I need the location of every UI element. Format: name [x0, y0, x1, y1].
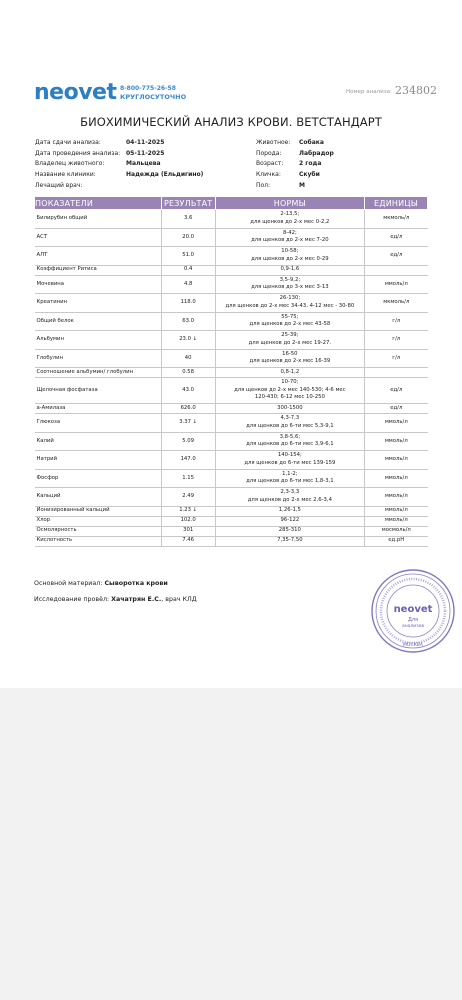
info-row	[35, 180, 203, 191]
cell-unit: ммоль/л	[365, 506, 428, 516]
stamp-text-1: Для	[407, 617, 419, 623]
cell-name: Ионизированный кальций	[35, 506, 162, 516]
cell-name: Альбумин	[35, 331, 162, 350]
info-label: Пол:	[256, 181, 271, 189]
cell-norm: 2,3-3,3 для щенков до 2-х мес 2,6-3,4	[215, 488, 364, 507]
cell-result: 4.8	[161, 275, 215, 294]
cell-unit: ммоль/л	[365, 275, 428, 294]
cell-result: 20.0	[161, 228, 215, 247]
cell-unit: ммоль/л	[365, 488, 428, 507]
info-label: Животное:	[256, 138, 291, 146]
table-row	[35, 312, 428, 331]
table-row	[35, 368, 428, 378]
table-row	[35, 331, 428, 350]
performed-role: , врач КЛД	[161, 596, 197, 603]
cell-unit: мосмоль/л	[365, 526, 428, 536]
cell-name: Осмолярность	[35, 526, 162, 536]
cell-unit: ммоль/л	[365, 414, 428, 433]
cell-unit: г/л	[365, 331, 428, 350]
cell-result: 1.23 ↓	[161, 506, 215, 516]
info-label: Лечащий врач:	[35, 181, 83, 189]
cell-norm: 10-70; для щенков до 2-х мес 140-530; 4-6 мес 120-430; 6-12 мес 10-250	[215, 378, 364, 404]
info-label: Дата сдачи анализа:	[35, 138, 101, 146]
cell-norm: 1,26-1,5	[215, 506, 364, 516]
cell-unit: мкмоль/л	[365, 294, 428, 313]
header-indicators: ПОКАЗАТЕЛИ	[35, 197, 162, 210]
info-label: Название клиники:	[35, 170, 96, 178]
cell-name: Кислотность	[35, 536, 162, 546]
info-row	[256, 148, 334, 159]
cell-unit: ммоль/л	[365, 469, 428, 488]
table-row	[35, 349, 428, 368]
main-material	[34, 580, 168, 587]
cell-result: 3.37 ↓	[161, 414, 215, 433]
cell-name: Натрий	[35, 451, 162, 470]
cell-name: Мочевина	[35, 275, 162, 294]
table-row	[35, 404, 428, 414]
table-row	[35, 378, 428, 404]
cell-result: 301	[161, 526, 215, 536]
cell-name: Калий	[35, 432, 162, 451]
cell-result: 1.15	[161, 469, 215, 488]
cell-name: АСТ	[35, 228, 162, 247]
cell-norm: 10-58; для щенков до 2-х мес 0-29	[215, 247, 364, 266]
cell-norm: 285-310	[215, 526, 364, 536]
table-row	[35, 516, 428, 526]
info-label: Дата проведения анализа:	[35, 149, 121, 157]
performed-name: Хачатрян Е.С.	[111, 596, 162, 603]
cell-unit: г/л	[365, 312, 428, 331]
cell-norm: 25-39; для щенков до 2-х мес 19-27.	[215, 331, 364, 350]
info-left-block	[35, 137, 203, 190]
cell-result: 7.46	[161, 536, 215, 546]
cell-name: Креатинин	[35, 294, 162, 313]
analysis-number: 234802	[395, 84, 437, 97]
cell-unit	[365, 265, 428, 275]
cell-norm: 7,35-7,50	[215, 536, 364, 546]
cell-unit	[365, 368, 428, 378]
table-row	[35, 469, 428, 488]
cell-norm: 140-154; для щенков до 6-ти мес 139-159	[215, 451, 364, 470]
cell-norm: 3,5-9,2; для щенков до 3-х мес 3-13	[215, 275, 364, 294]
material-label: Основной материал:	[34, 580, 103, 587]
cell-result: 51.0	[161, 247, 215, 266]
stamp-city: МОСКВА	[403, 643, 423, 648]
cell-result: 147.0	[161, 451, 215, 470]
info-value: Лабрадор	[299, 149, 334, 157]
cell-result: 43.0	[161, 378, 215, 404]
cell-result: 626.0	[161, 404, 215, 414]
cell-norm: 300-1500	[215, 404, 364, 414]
cell-norm: 0,8-1,2	[215, 368, 364, 378]
cell-name: a-Амилаза	[35, 404, 162, 414]
cell-result: 0.4	[161, 265, 215, 275]
cell-norm: 2-13,5; для щенков до 2-х мес 0-2,2	[215, 210, 364, 229]
cell-name: Соотношение альбумин/ глобулин	[35, 368, 162, 378]
info-value: Надежда (Ельдигино)	[126, 170, 204, 178]
cell-norm: 26-130; для щенков до 2-х мес 34-43, 4-12 мес - 30-80	[215, 294, 364, 313]
info-row	[256, 180, 334, 191]
cell-unit: ед.рН	[365, 536, 428, 546]
info-value: 2 года	[299, 160, 322, 168]
info-row	[256, 137, 334, 148]
cell-unit: г/л	[365, 349, 428, 368]
cell-result: 2.49	[161, 488, 215, 507]
cell-result: 3.6	[161, 210, 215, 229]
info-row	[256, 169, 334, 180]
cell-name: Коэффициент Ритиса	[35, 265, 162, 275]
logo-text: neovet	[34, 80, 117, 105]
stamp-text-2: анализов	[401, 624, 425, 629]
table-row	[35, 414, 428, 433]
phone-number[interactable]: 8-800-775-26-58	[120, 85, 176, 92]
cell-norm: 0,9-1,6	[215, 265, 364, 275]
table-header-row	[35, 197, 428, 210]
info-label: Порода:	[256, 149, 282, 157]
info-row	[35, 169, 203, 180]
info-label: Владелец животного:	[35, 160, 105, 168]
performed-by	[34, 596, 197, 603]
cell-result: 23.0 ↓	[161, 331, 215, 350]
table-row	[35, 210, 428, 229]
neovet-logo	[34, 80, 116, 104]
cell-name: Щелочная фосфатаза	[35, 378, 162, 404]
cell-name: Глюкоза	[35, 414, 162, 433]
table-row	[35, 228, 428, 247]
table-row	[35, 536, 428, 546]
header-units: ЕДИНИЦЫ	[365, 197, 428, 210]
cell-name: Общий белок	[35, 312, 162, 331]
table-row	[35, 451, 428, 470]
cell-norm: 16-50 для щенков до 2-х мес 16-39	[215, 349, 364, 368]
info-label: Возраст:	[256, 160, 284, 168]
cell-result: 40	[161, 349, 215, 368]
cell-unit: мкмоль/л	[365, 210, 428, 229]
table-row	[35, 432, 428, 451]
cell-unit: ед/л	[365, 404, 428, 414]
cell-norm: 96-122	[215, 516, 364, 526]
material-value: Сыворотка крови	[104, 580, 168, 587]
results-table	[34, 196, 428, 547]
info-row	[35, 148, 203, 159]
cell-name: Хлор	[35, 516, 162, 526]
cell-name: Глобулин	[35, 349, 162, 368]
cell-norm: 4,3-7,3 для щенков до 6-ти мес 5,3-9,1	[215, 414, 364, 433]
info-value: 05-11-2025	[126, 149, 165, 157]
cell-result: 63.0	[161, 312, 215, 331]
cell-name: Кальций	[35, 488, 162, 507]
info-value: Скуби	[299, 170, 320, 178]
cell-result: 5.09	[161, 432, 215, 451]
report-title: БИОХИМИЧЕСКИЙ АНАЛИЗ КРОВИ. ВЕТСТАНДАРТ	[80, 115, 382, 129]
cell-name: Фосфор	[35, 469, 162, 488]
cell-norm: 55-75; для щенков до 2-х мес 43-58	[215, 312, 364, 331]
table-row	[35, 275, 428, 294]
info-label: Кличка:	[256, 170, 281, 178]
cell-unit: ммоль/л	[365, 516, 428, 526]
info-row	[35, 158, 203, 169]
cell-norm: 8-42; для щенков до 2-х мес 7-20	[215, 228, 364, 247]
info-value: Собака	[299, 138, 324, 146]
table-body	[35, 210, 428, 547]
cell-name: Билирубин общий	[35, 210, 162, 229]
roundclock-label: КРУГЛОСУТОЧНО	[120, 93, 187, 101]
performed-label: Исследование провёл:	[34, 596, 110, 603]
cell-unit: ед/л	[365, 228, 428, 247]
cell-unit: ед/л	[365, 247, 428, 266]
info-value: М	[299, 181, 305, 189]
cell-norm: 3,8-5,6; для щенков до 6-ти мес 3,9-6,1	[215, 432, 364, 451]
cell-unit: ед/л	[365, 378, 428, 404]
table-row	[35, 294, 428, 313]
cell-result: 0.58	[161, 368, 215, 378]
cell-unit: ммоль/л	[365, 451, 428, 470]
cell-name: АЛТ	[35, 247, 162, 266]
header-norms: НОРМЫ	[215, 197, 364, 210]
table-row	[35, 526, 428, 536]
info-row	[35, 137, 203, 148]
info-value: 04-11-2025	[126, 138, 165, 146]
table-row	[35, 506, 428, 516]
clinic-stamp-icon	[370, 568, 456, 654]
table-row	[35, 488, 428, 507]
table-row	[35, 247, 428, 266]
info-value: Мальцева	[126, 160, 161, 168]
analysis-number-label: Номер анализа:	[346, 89, 392, 95]
table-row	[35, 265, 428, 275]
cell-result: 118.0	[161, 294, 215, 313]
info-row	[256, 158, 334, 169]
stamp-logo: neovet	[393, 604, 433, 615]
cell-unit: ммоль/л	[365, 432, 428, 451]
cell-norm: 1,1-2; для щенков до 6-ти мес 1,8-3,1	[215, 469, 364, 488]
info-right-block	[256, 137, 334, 190]
cell-result: 102.0	[161, 516, 215, 526]
header-result: РЕЗУЛЬТАТ	[161, 197, 215, 210]
